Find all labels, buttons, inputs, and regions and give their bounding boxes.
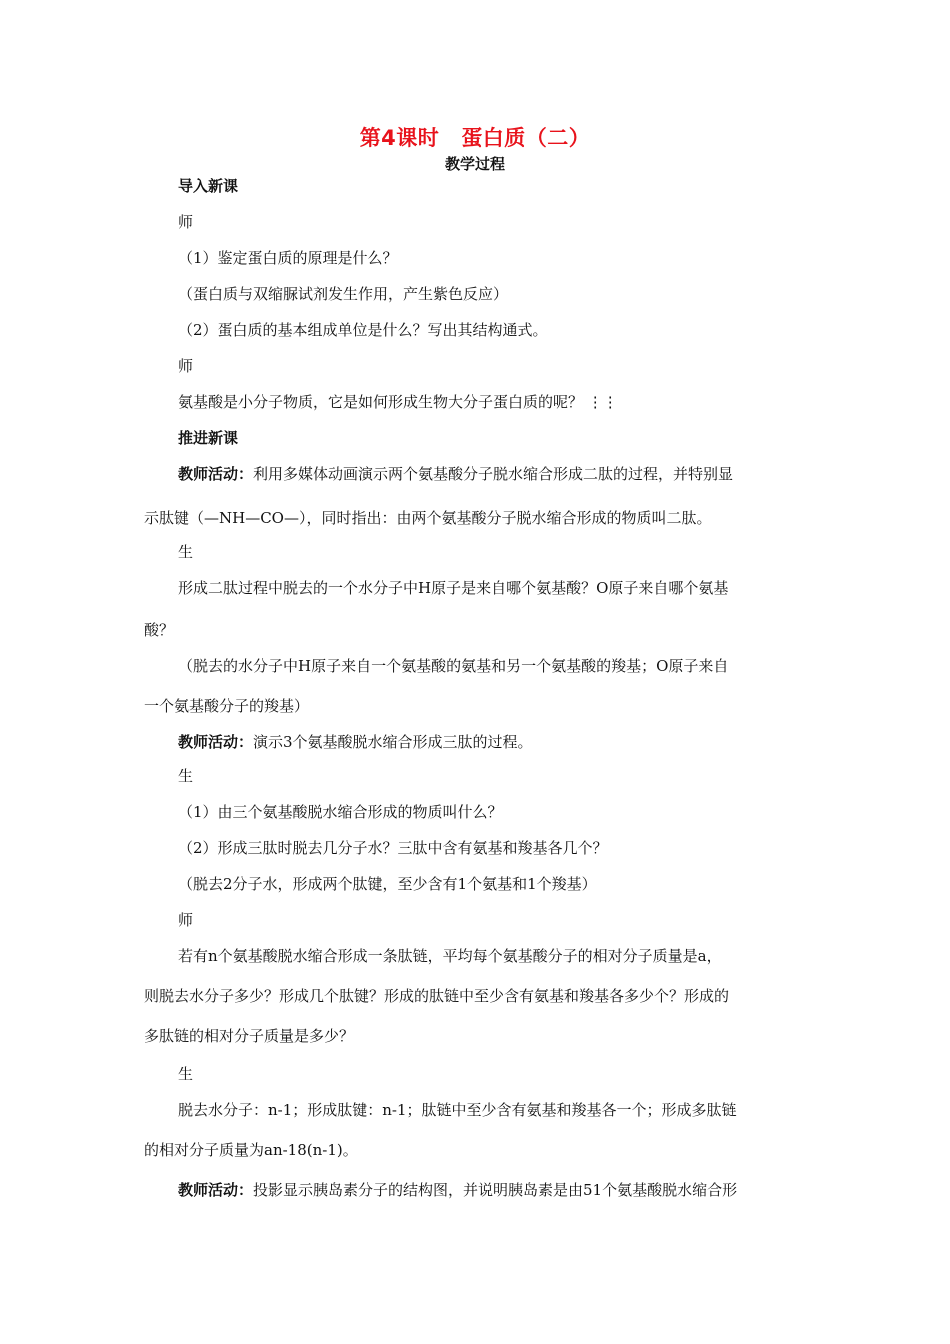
paragraph: 则脱去水分子多少？形成几个肽键？形成的肽链中至少含有氨基和羧基各多少个？形成的 (144, 987, 730, 1005)
speaker-teacher: 师 (178, 911, 194, 929)
teacher-activity-3 (178, 1180, 737, 1200)
speaker-student: 生 (178, 1065, 194, 1083)
answer-1: （蛋白质与双缩脲试剂发生作用，产生紫色反应） (178, 285, 509, 303)
question-2: （2）蛋白质的基本组成单位是什么？写出其结构通式。 (178, 321, 548, 339)
section-subtitle: 教学过程 (444, 155, 505, 173)
answer-tripeptide: （脱去2分子水，形成两个肽键，至少含有1个氨基和1个羧基） (178, 875, 597, 893)
paragraph: 的相对分子质量为an-18(n-1)。 (144, 1141, 358, 1159)
speaker-teacher: 师 (178, 357, 194, 375)
activity-label: 教师活动： (178, 465, 254, 483)
lesson-title (0, 122, 950, 152)
question-tripeptide-1: （1）由三个氨基酸脱水缩合形成的物质叫什么？ (178, 803, 503, 821)
teacher-activity-1 (178, 464, 733, 484)
paragraph: 脱去水分子：n-1；形成肽键：n-1；肽链中至少含有氨基和羧基各一个；形成多肽链 (178, 1101, 737, 1119)
heading-new-lesson: 推进新课 (178, 429, 239, 447)
lesson-number: 第4课时 (359, 126, 440, 150)
paragraph: 一个氨基酸分子的羧基） (144, 697, 310, 715)
activity-text: 利用多媒体动画演示两个氨基酸分子脱水缩合形成二肽的过程，并特别显 (253, 465, 734, 483)
activity-text: 演示3个氨基酸脱水缩合形成三肽的过程。 (253, 733, 533, 751)
activity-label: 教师活动： (178, 1181, 254, 1199)
paragraph: 形成二肽过程中脱去的一个水分子中H原子是来自哪个氨基酸？O原子来自哪个氨基 (178, 579, 729, 597)
question-1: （1）鉴定蛋白质的原理是什么？ (178, 249, 398, 267)
heading-intro: 导入新课 (178, 177, 239, 195)
speaker-student: 生 (178, 543, 194, 561)
paragraph: 若有n个氨基酸脱水缩合形成一条肽链，平均每个氨基酸分子的相对分子质量是a， (178, 947, 722, 965)
lesson-topic: 蛋白质（二） (461, 126, 591, 150)
paragraph: 多肽链的相对分子质量是多少？ (144, 1027, 355, 1045)
paragraph: 酸？ (144, 621, 175, 639)
paragraph: 氨基酸是小分子物质，它是如何形成生物大分子蛋白质的呢？ ⋮⋮ (178, 393, 618, 411)
activity-text: 投影显示胰岛素分子的结构图，并说明胰岛素是由51个氨基酸脱水缩合形 (253, 1181, 738, 1199)
activity-label: 教师活动： (178, 733, 254, 751)
speaker-student: 生 (178, 767, 194, 785)
teacher-activity-2 (178, 732, 533, 752)
speaker-teacher: 师 (178, 213, 194, 231)
paragraph: （脱去的水分子中H原子来自一个氨基酸的氨基和另一个氨基酸的羧基；O原子来自 (178, 657, 729, 675)
question-tripeptide-2: （2）形成三肽时脱去几分子水？三肽中含有氨基和羧基各几个？ (178, 839, 608, 857)
paragraph: 示肽键（—NH—CO—），同时指出：由两个氨基酸分子脱水缩合形成的物质叫二肽。 (144, 509, 712, 527)
